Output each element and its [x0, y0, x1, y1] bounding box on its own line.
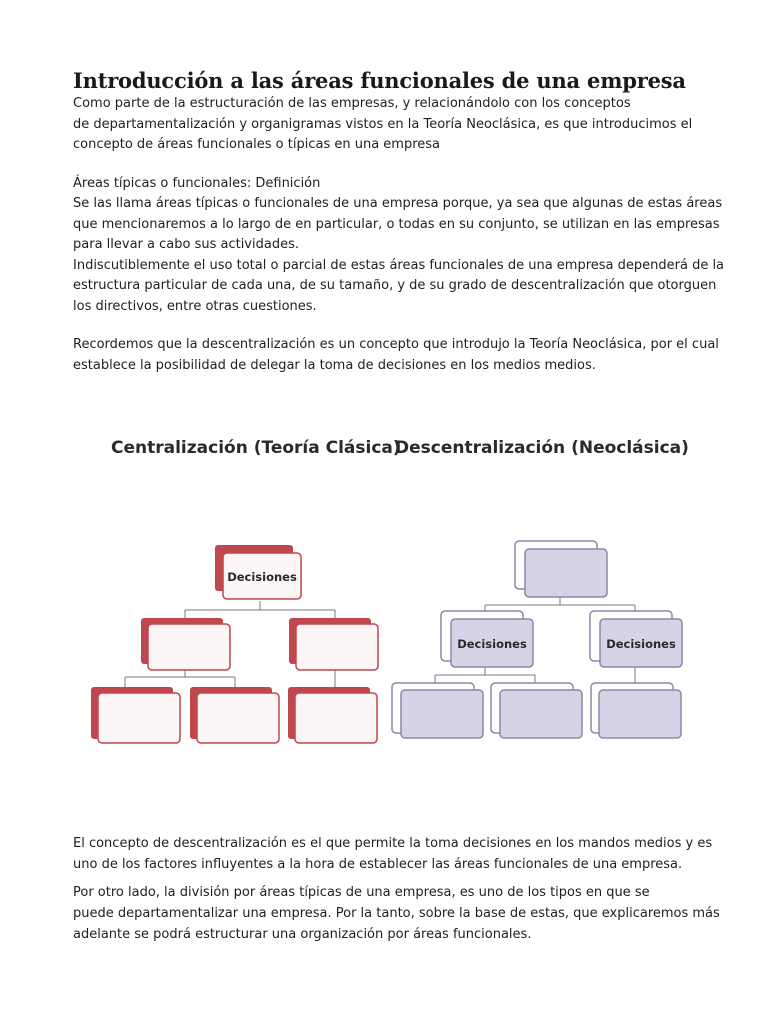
- left-bottom-node-1: [91, 687, 180, 743]
- section-heading: Áreas típicas o funcionales: Definición: [73, 176, 321, 191]
- paragraph-line: adelante se podrá estructurar una organización por áreas funcionales.: [73, 927, 532, 942]
- right-diagram-heading: Descentralización (Neoclásica): [395, 438, 689, 458]
- left-diagram-heading: Centralización (Teoría Clásica): [111, 438, 401, 458]
- right-mid-label-1: Decisiones: [457, 637, 527, 651]
- paragraph-line: los directivos, entre otras cuestiones.: [73, 299, 317, 314]
- right-mid-label-2: Decisiones: [606, 637, 676, 651]
- paragraph-line: estructura particular de cada una, de su tamaño, y de su grado de descentralización que otorguen: [73, 278, 717, 293]
- paragraph-line: Recordemos que la descentralización es un concepto que introdujo la Teoría Neoclásica, por el cual: [73, 337, 719, 352]
- paragraph-line: concepto de áreas funcionales o típicas en una empresa: [73, 137, 441, 152]
- right-top-node: [515, 541, 607, 597]
- org-chart-svg: [85, 425, 695, 755]
- left-top-label: Decisiones: [227, 570, 297, 584]
- right-bottom-node-2: [491, 683, 582, 738]
- left-bottom-node-2: [190, 687, 279, 743]
- paragraph-line: para llevar a cabo sus actividades.: [73, 237, 299, 252]
- paragraph-line: Por otro lado, la división por áreas típicas de una empresa, es uno de los tipos en que se: [73, 885, 650, 900]
- left-bottom-node-3: [288, 687, 377, 743]
- paragraph-line: Se las llama áreas típicas o funcionales de una empresa porque, ya sea que algunas de estas áreas: [73, 196, 723, 211]
- paragraph-line: que mencionaremos a lo largo de en particular, o todas en su conjunto, se utilizan en las empresas: [73, 217, 720, 232]
- paragraph-line: El concepto de descentralización es el que permite la toma decisiones en los mandos medios y es: [73, 836, 713, 851]
- paragraph-line: puede departamentalizar una empresa. Por la tanto, sobre la base de estas, que explicaremos más: [73, 906, 720, 921]
- organization-diagram: [85, 425, 695, 755]
- paragraph-line: Indiscutiblemente el uso total o parcial de estas áreas funcionales de una empresa dependerá de la: [73, 258, 725, 273]
- paragraph-line: de departamentalización y organigramas vistos en la Teoría Neoclásica, es que introducimos el: [73, 117, 693, 132]
- paragraph-line: Como parte de la estructuración de las empresas, y relacionándolo con los conceptos: [73, 96, 631, 111]
- left-mid-node-2: [289, 618, 378, 670]
- right-mid-node-1: [441, 611, 533, 667]
- paragraph-line: uno de los factores influyentes a la hora de establecer las áreas funcionales de una empresa.: [73, 857, 683, 872]
- page-title: Introducción a las áreas funcionales de una empresa: [73, 68, 686, 93]
- left-mid-node-1: [141, 618, 230, 670]
- right-mid-node-2: [590, 611, 682, 667]
- paragraph-line: establece la posibilidad de delegar la toma de decisiones en los medios medios.: [73, 358, 596, 373]
- left-top-node: [215, 545, 301, 599]
- right-bottom-node-1: [392, 683, 483, 738]
- right-bottom-node-3: [591, 683, 681, 738]
